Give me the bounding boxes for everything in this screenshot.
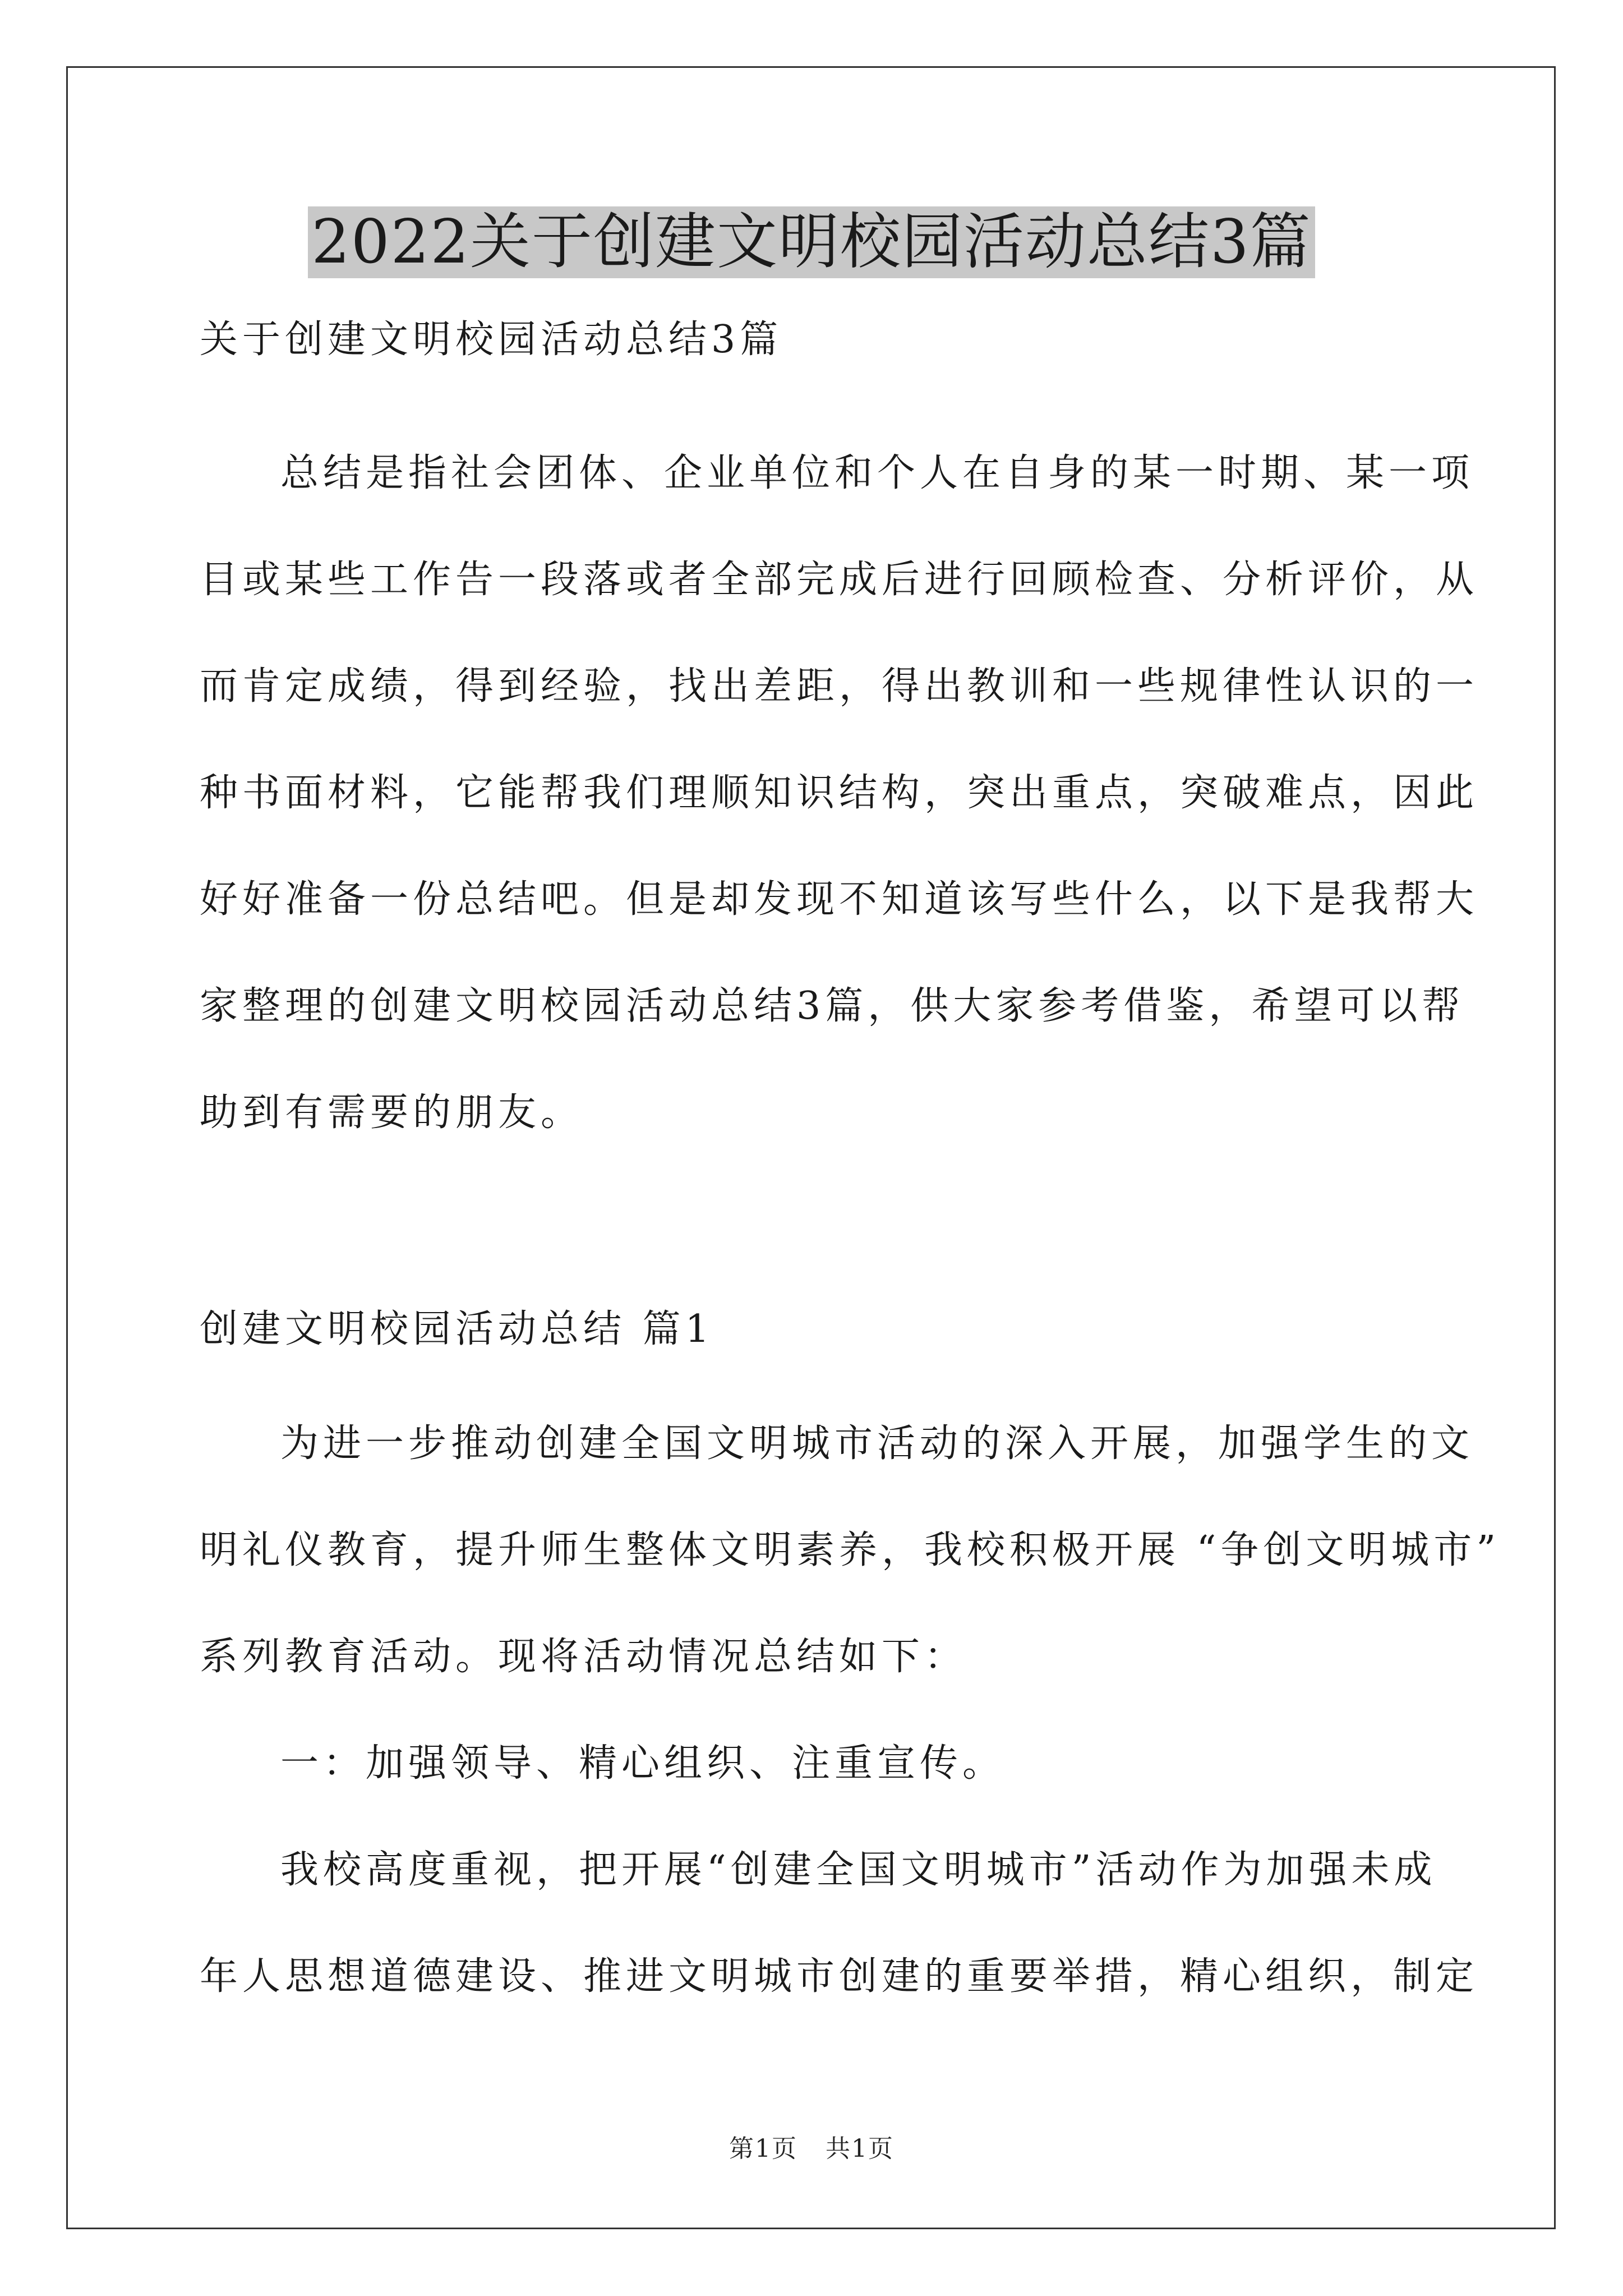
page-number-current: 第1页 — [729, 2134, 797, 2163]
point-1-heading: 一：加强领导、精心组织、注重宣传。 — [280, 1741, 1006, 1786]
intro-line-3: 而肯定成绩，得到经验，找出差距，得出教训和一些规律性认识的一 — [200, 664, 1479, 708]
intro-line-6: 家整理的创建文明校园活动总结3篇，供大家参考借鉴，希望可以帮 — [200, 984, 1465, 1028]
document-title-text: 2022关于创建文明校园活动总结3篇 — [308, 206, 1315, 278]
intro-line-1: 总结是指社会团体、企业单位和个人在自身的某一时期、某一项 — [280, 451, 1474, 495]
intro-line-2: 目或某些工作告一段落或者全部完成后进行回顾检查、分析评价，从 — [200, 558, 1479, 602]
section-1-line-1: 为进一步推动创建全国文明城市活动的深入开展，加强学生的文 — [280, 1421, 1474, 1466]
intro-line-4: 种书面材料，它能帮我们理顺知识结构，突出重点，突破难点，因此 — [200, 771, 1479, 815]
section-1-line-3: 系列教育活动。现将活动情况总结如下： — [200, 1635, 967, 1679]
page-number-total: 共1页 — [826, 2134, 894, 2163]
page-footer — [0, 2128, 1623, 2164]
intro-line-5: 好好准备一份总结吧。但是却发现不知道该写些什么，以下是我帮大 — [200, 877, 1479, 922]
section-1-line-2: 明礼仪教育，提升师生整体文明素养，我校积极开展 “争创文明城市” — [200, 1528, 1501, 1572]
section-1-heading: 创建文明校园活动总结 篇1 — [200, 1307, 714, 1351]
intro-line-7: 助到有需要的朋友。 — [200, 1091, 584, 1135]
point-1-line-2: 年人思想道德建设、推进文明城市创建的重要举措，精心组织，制定 — [200, 1954, 1479, 1999]
document-subtitle: 关于创建文明校园活动总结3篇 — [200, 318, 783, 362]
page-border — [66, 66, 1556, 2229]
document-title — [0, 206, 1623, 278]
point-1-line-1: 我校高度重视，把开展“创建全国文明城市”活动作为加强未成 — [280, 1848, 1437, 1892]
